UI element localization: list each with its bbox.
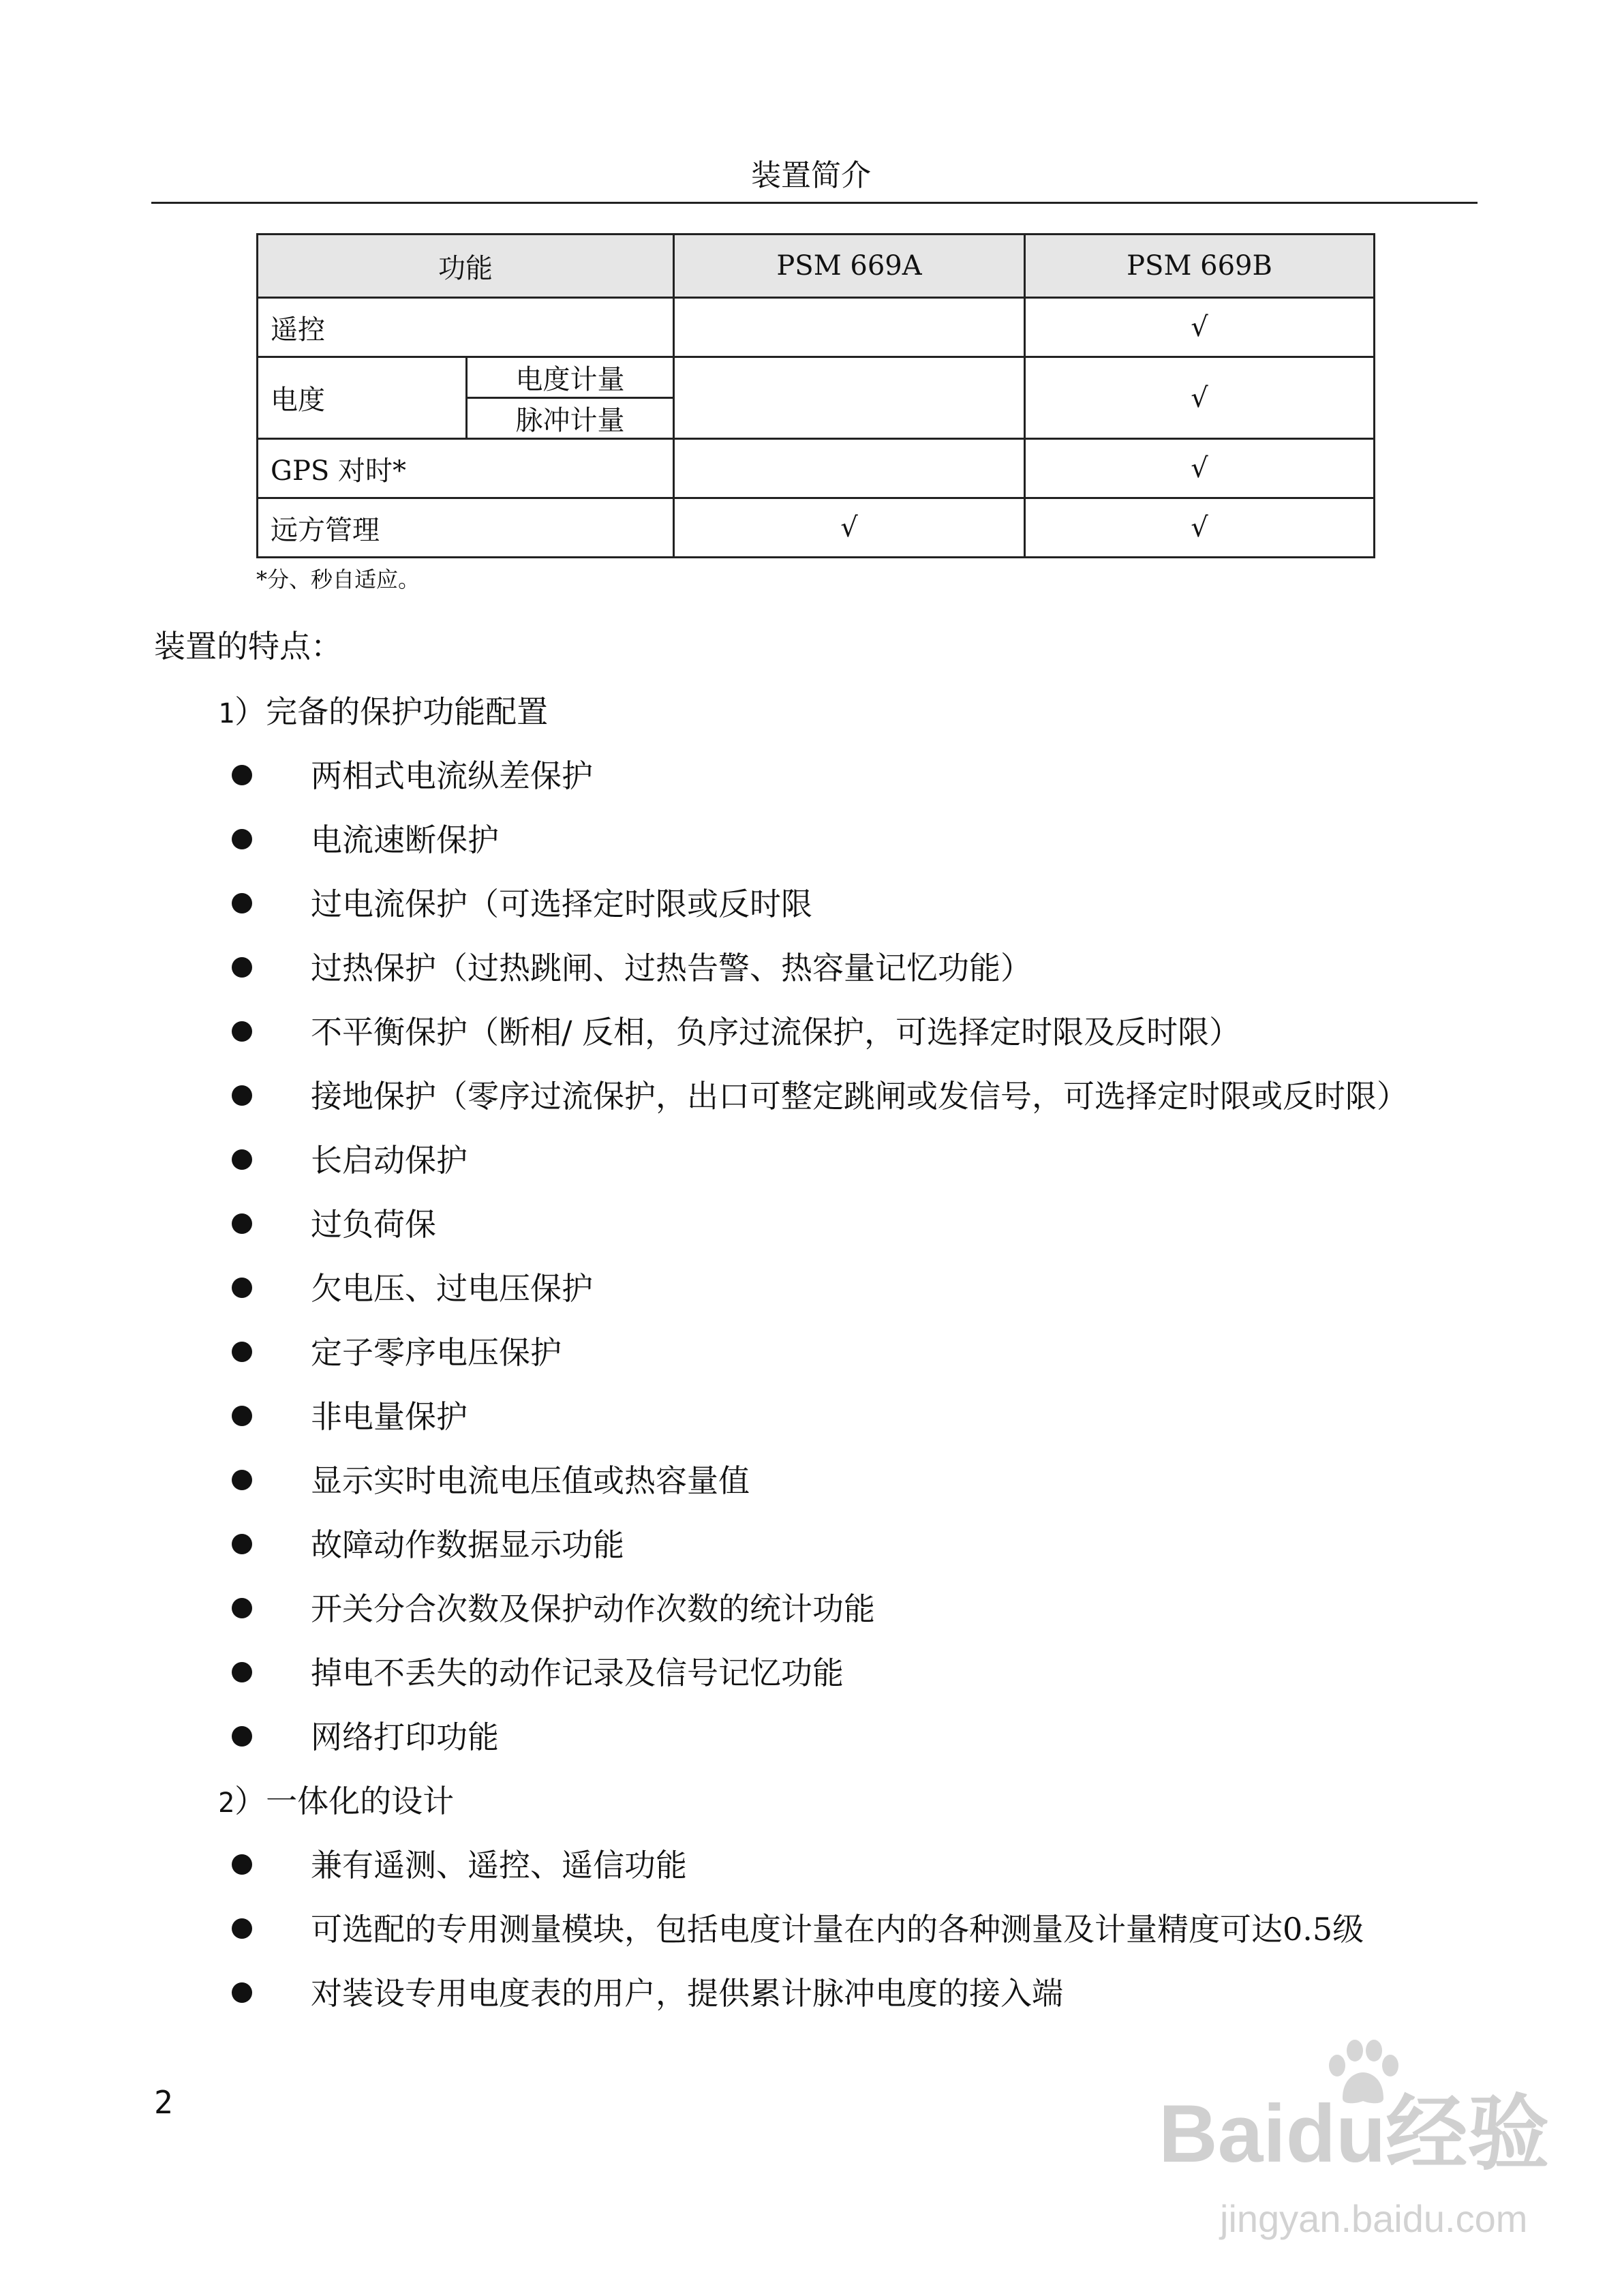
- bullet-icon: [232, 1662, 252, 1682]
- cell-gps-b: √: [1025, 439, 1375, 498]
- subsection-heading-2: [218, 1781, 454, 1824]
- bullet-icon: [232, 1982, 252, 2003]
- cell-remote-control-b: √: [1025, 298, 1375, 357]
- cell-energy-a: [674, 357, 1025, 439]
- watermark-logo-text: Baidu经验: [1159, 2088, 1550, 2179]
- row-label-remote-management: 远方管理: [258, 498, 674, 558]
- header-psm669a: PSM 669A: [674, 235, 1025, 298]
- table-header-row: [258, 235, 1375, 298]
- header-psm669b: PSM 669B: [1025, 235, 1375, 298]
- bullet-icon: [232, 1021, 252, 1042]
- bullet-icon: [232, 1470, 252, 1490]
- cell-remote-management-b: √: [1025, 498, 1375, 558]
- bullet-icon: [232, 1534, 252, 1554]
- row-label-remote-control: 遥控: [258, 298, 674, 357]
- bullet-icon: [232, 893, 252, 913]
- table-row: [258, 439, 1375, 498]
- feature-comparison-table: [256, 233, 1375, 558]
- bullet-icon: [232, 829, 252, 849]
- section-title: 装置的特点：: [154, 628, 342, 665]
- bullet-icon: [232, 765, 252, 785]
- bullet-icon: [232, 1406, 252, 1426]
- row-sublabel-energy-metering: 电度计量: [467, 357, 674, 398]
- subsection-heading-1: [218, 691, 548, 734]
- bullet-icon: [232, 1342, 252, 1362]
- row-label-energy: 电度: [258, 357, 467, 439]
- cell-remote-control-a: [674, 298, 1025, 357]
- bullet-icon: [232, 1085, 252, 1106]
- subsection-title: ）一体化的设计: [234, 1783, 455, 1819]
- table-row: [258, 298, 1375, 357]
- row-label-gps: GPS 对时*: [258, 439, 674, 498]
- cell-remote-management-a: √: [674, 498, 1025, 558]
- subsection-number: 2: [218, 1787, 235, 1819]
- page-number: 2: [154, 2084, 173, 2121]
- table-footnote: *分、秒自适应。: [256, 567, 420, 592]
- bullet-icon: [232, 1149, 252, 1170]
- bullet-icon: [232, 1854, 252, 1875]
- page-header-title: 装置简介: [751, 158, 871, 193]
- baidu-watermark: [1159, 2038, 1550, 2263]
- cell-gps-a: [674, 439, 1025, 498]
- header-function: 功能: [258, 235, 674, 298]
- watermark-url: jingyan.baidu.com: [1220, 2197, 1528, 2240]
- bullet-icon: [232, 1213, 252, 1234]
- table-row: [258, 498, 1375, 558]
- bullet-icon: [232, 957, 252, 978]
- table-row: [258, 357, 1375, 398]
- row-sublabel-pulse-metering: 脉冲计量: [467, 398, 674, 439]
- cell-energy-b: √: [1025, 357, 1375, 439]
- bullet-icon: [232, 1726, 252, 1747]
- bullet-icon: [232, 1918, 252, 1939]
- bullet-icon: [232, 1278, 252, 1298]
- subsection-title: ）完备的保护功能配置: [234, 693, 549, 730]
- header-divider: [151, 202, 1478, 204]
- bullet-icon: [232, 1598, 252, 1618]
- subsection-number: 1: [218, 698, 235, 729]
